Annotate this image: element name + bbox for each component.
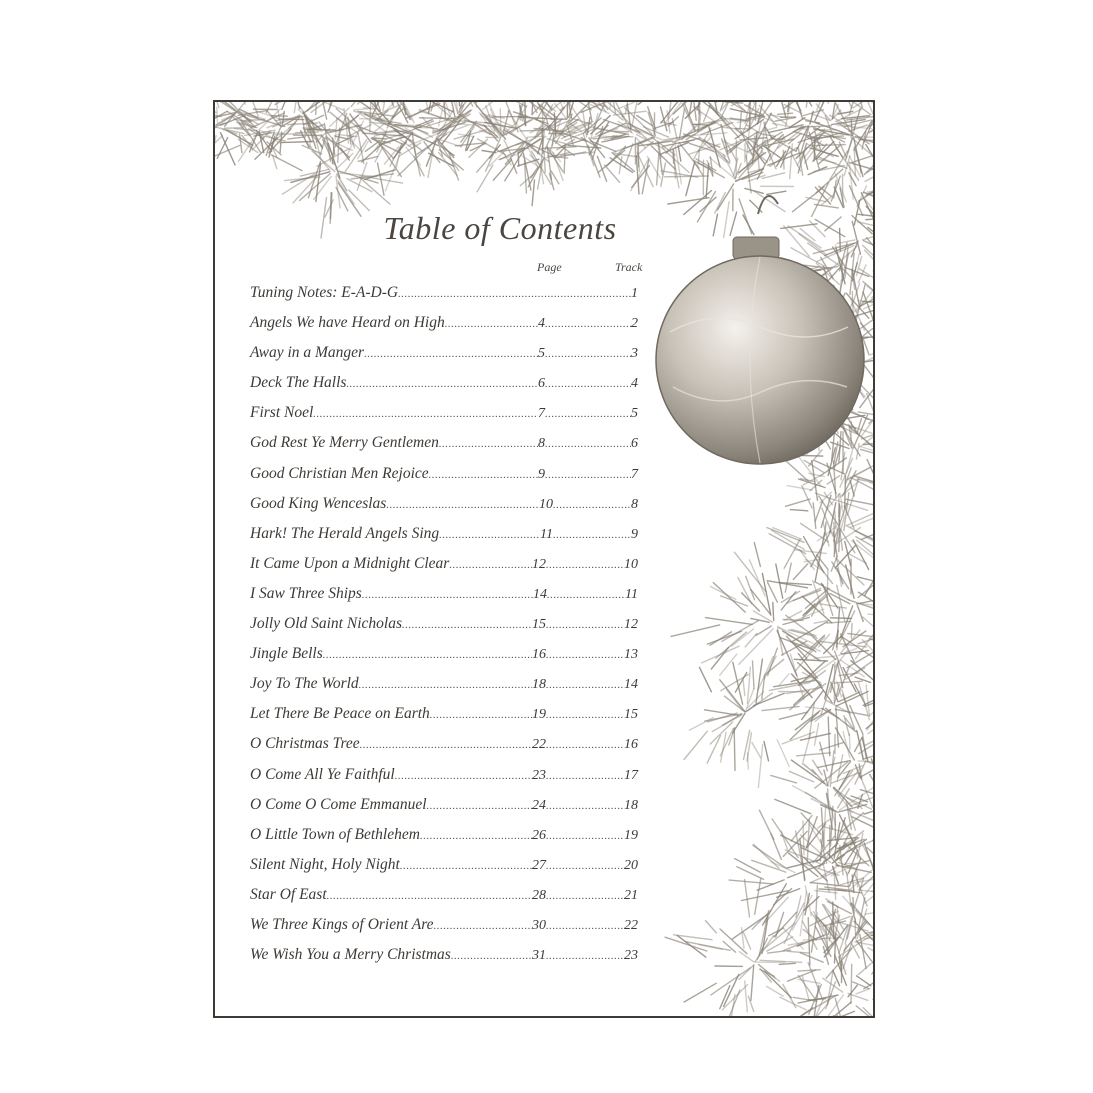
toc-entry-track: 14 xyxy=(624,677,638,693)
toc-entry-page: 11 xyxy=(540,526,553,542)
dot-leader xyxy=(553,529,631,541)
dot-leader xyxy=(360,739,532,751)
toc-entry-track: 6 xyxy=(631,436,638,452)
dot-leader xyxy=(546,619,624,631)
dot-leader xyxy=(546,890,624,902)
toc-entry-track: 12 xyxy=(624,617,638,633)
toc-entry-page: 26 xyxy=(532,827,546,843)
dot-leader xyxy=(445,318,538,330)
table-of-contents-list xyxy=(250,284,638,976)
dot-leader xyxy=(546,860,624,872)
dot-leader xyxy=(546,739,624,751)
dot-leader xyxy=(546,709,624,721)
dot-leader xyxy=(386,499,539,511)
toc-entry xyxy=(250,314,638,344)
toc-entry xyxy=(250,284,638,314)
dot-leader xyxy=(545,469,631,481)
toc-entry-title: We Three Kings of Orient Are xyxy=(250,915,434,933)
dot-leader xyxy=(545,408,631,420)
toc-entry xyxy=(250,434,638,464)
dot-leader xyxy=(546,920,624,932)
toc-entry-page: 16 xyxy=(532,647,546,663)
toc-entry-track: 9 xyxy=(631,526,638,542)
dot-leader xyxy=(323,649,532,661)
toc-entry xyxy=(250,344,638,374)
toc-entry-page: 31 xyxy=(532,948,546,964)
dot-leader xyxy=(346,378,538,390)
toc-entry-title: O Come All Ye Faithful xyxy=(250,765,395,783)
dot-leader xyxy=(553,499,631,511)
toc-entry xyxy=(250,705,638,735)
toc-entry-page: 6 xyxy=(538,376,545,392)
toc-entry-track: 16 xyxy=(624,737,638,753)
dot-leader xyxy=(545,378,631,390)
toc-entry-track: 20 xyxy=(624,857,638,873)
toc-entry-track: 11 xyxy=(625,586,638,602)
toc-entry-title: I Saw Three Ships xyxy=(250,584,362,602)
toc-entry-page: 5 xyxy=(538,346,545,362)
toc-entry-page: 23 xyxy=(532,767,546,783)
page-column-header: Page xyxy=(537,260,562,274)
toc-entry-page: 24 xyxy=(532,797,546,813)
toc-entry xyxy=(250,826,638,856)
toc-entry-track: 4 xyxy=(631,376,638,392)
toc-entry-page: 9 xyxy=(538,466,545,482)
dot-leader xyxy=(430,709,532,721)
toc-entry-page: 14 xyxy=(533,586,548,602)
dot-leader xyxy=(545,438,631,450)
toc-entry xyxy=(250,766,638,796)
dot-leader xyxy=(546,800,624,812)
toc-entry-track: 8 xyxy=(631,496,638,512)
dot-leader xyxy=(546,770,624,782)
dot-leader xyxy=(359,679,532,691)
toc-entry-track: 18 xyxy=(624,797,638,813)
toc-entry-title: Away in a Manger xyxy=(250,344,365,362)
toc-entry-track: 19 xyxy=(624,827,638,843)
toc-entry xyxy=(250,645,638,675)
dot-leader xyxy=(400,860,532,872)
toc-entry-title: God Rest Ye Merry Gentlemen xyxy=(250,434,439,452)
toc-entry-page: 12 xyxy=(532,556,546,572)
toc-entry-track: 13 xyxy=(624,647,638,663)
toc-entry-track: 7 xyxy=(631,466,638,482)
dot-leader xyxy=(546,950,624,962)
toc-entry-track: 22 xyxy=(624,917,638,933)
toc-entry-track: 2 xyxy=(631,316,638,332)
toc-entry-title: Angels We have Heard on High xyxy=(250,314,445,332)
dot-leader xyxy=(420,830,532,842)
toc-entry-page: 30 xyxy=(532,917,546,933)
toc-entry xyxy=(250,525,638,555)
toc-entry-track: 15 xyxy=(624,707,638,723)
toc-entry xyxy=(250,916,638,946)
page-title: Table of Contents xyxy=(383,210,617,246)
toc-entry xyxy=(250,675,638,705)
dot-leader xyxy=(439,438,538,450)
dot-leader xyxy=(364,348,538,360)
toc-entry-page: 19 xyxy=(532,707,546,723)
dot-leader xyxy=(547,589,625,601)
toc-entry xyxy=(250,585,638,615)
toc-entry-title: O Christmas Tree xyxy=(250,735,360,753)
toc-entry xyxy=(250,555,638,585)
dot-leader xyxy=(427,800,532,812)
toc-entry-title: Deck The Halls xyxy=(250,374,347,392)
toc-entry-title: Star Of East xyxy=(250,885,327,903)
toc-entry xyxy=(250,856,638,886)
toc-entry-title: O Come O Come Emmanuel xyxy=(250,795,427,813)
toc-entry-track: 23 xyxy=(624,948,638,964)
toc-entry-title: Jingle Bells xyxy=(250,645,323,663)
dot-leader xyxy=(545,348,631,360)
dot-leader xyxy=(546,559,624,571)
book-page xyxy=(213,100,875,1018)
dot-leader xyxy=(449,559,532,571)
toc-entry-title: Joy To The World xyxy=(250,675,359,693)
dot-leader xyxy=(545,318,631,330)
toc-entry xyxy=(250,404,638,434)
toc-entry xyxy=(250,495,638,525)
toc-entry xyxy=(250,735,638,765)
toc-entry-page: 22 xyxy=(532,737,546,753)
toc-entry-page: 8 xyxy=(538,436,545,452)
toc-entry-title: Hark! The Herald Angels Sing xyxy=(250,524,440,542)
toc-entry xyxy=(250,946,638,976)
toc-entry xyxy=(250,374,638,404)
toc-entry-track: 21 xyxy=(624,887,638,903)
dot-leader xyxy=(434,920,532,932)
toc-entry-page: 7 xyxy=(538,406,545,422)
toc-entry-page: 4 xyxy=(538,316,545,332)
toc-entry-page: 28 xyxy=(532,887,546,903)
toc-entry-title: Let There Be Peace on Earth xyxy=(250,705,430,723)
dot-leader xyxy=(398,288,631,300)
toc-entry xyxy=(250,796,638,826)
dot-leader xyxy=(546,649,624,661)
toc-entry-title: It Came Upon a Midnight Clear xyxy=(250,554,450,572)
toc-entry-title: Tuning Notes: E-A-D-G xyxy=(250,284,399,301)
toc-entry-page: 10 xyxy=(539,496,553,512)
dot-leader xyxy=(546,679,624,691)
dot-leader xyxy=(362,589,533,601)
toc-entry-title: Good Christian Men Rejoice xyxy=(250,464,429,482)
toc-entry-page: 15 xyxy=(532,617,546,633)
dot-leader xyxy=(439,529,540,541)
toc-entry xyxy=(250,886,638,916)
toc-entry-page: 27 xyxy=(532,857,546,873)
toc-entry-title: Jolly Old Saint Nicholas xyxy=(250,615,402,633)
toc-entry-title: First Noel xyxy=(250,404,314,422)
toc-entry-track: 5 xyxy=(631,406,638,422)
toc-entry-page: 18 xyxy=(532,677,546,693)
toc-entry-title: Good King Wenceslas xyxy=(250,494,387,512)
toc-entry-track: 3 xyxy=(631,346,638,362)
toc-entry-track: 10 xyxy=(624,556,638,572)
dot-leader xyxy=(402,619,532,631)
toc-entry-title: Silent Night, Holy Night xyxy=(250,855,400,873)
toc-entry-title: O Little Town of Bethlehem xyxy=(250,825,420,843)
track-column-header: Track xyxy=(615,260,643,274)
dot-leader xyxy=(313,408,538,420)
dot-leader xyxy=(327,890,532,902)
dot-leader xyxy=(546,830,624,842)
toc-entry xyxy=(250,465,638,495)
toc-entry-track: 17 xyxy=(624,767,638,783)
toc-entry-title: We Wish You a Merry Christmas xyxy=(250,946,451,964)
dot-leader xyxy=(395,770,532,782)
dot-leader xyxy=(451,950,532,962)
toc-entry xyxy=(250,615,638,645)
toc-entry-track: 1 xyxy=(631,286,638,301)
dot-leader xyxy=(429,469,538,481)
